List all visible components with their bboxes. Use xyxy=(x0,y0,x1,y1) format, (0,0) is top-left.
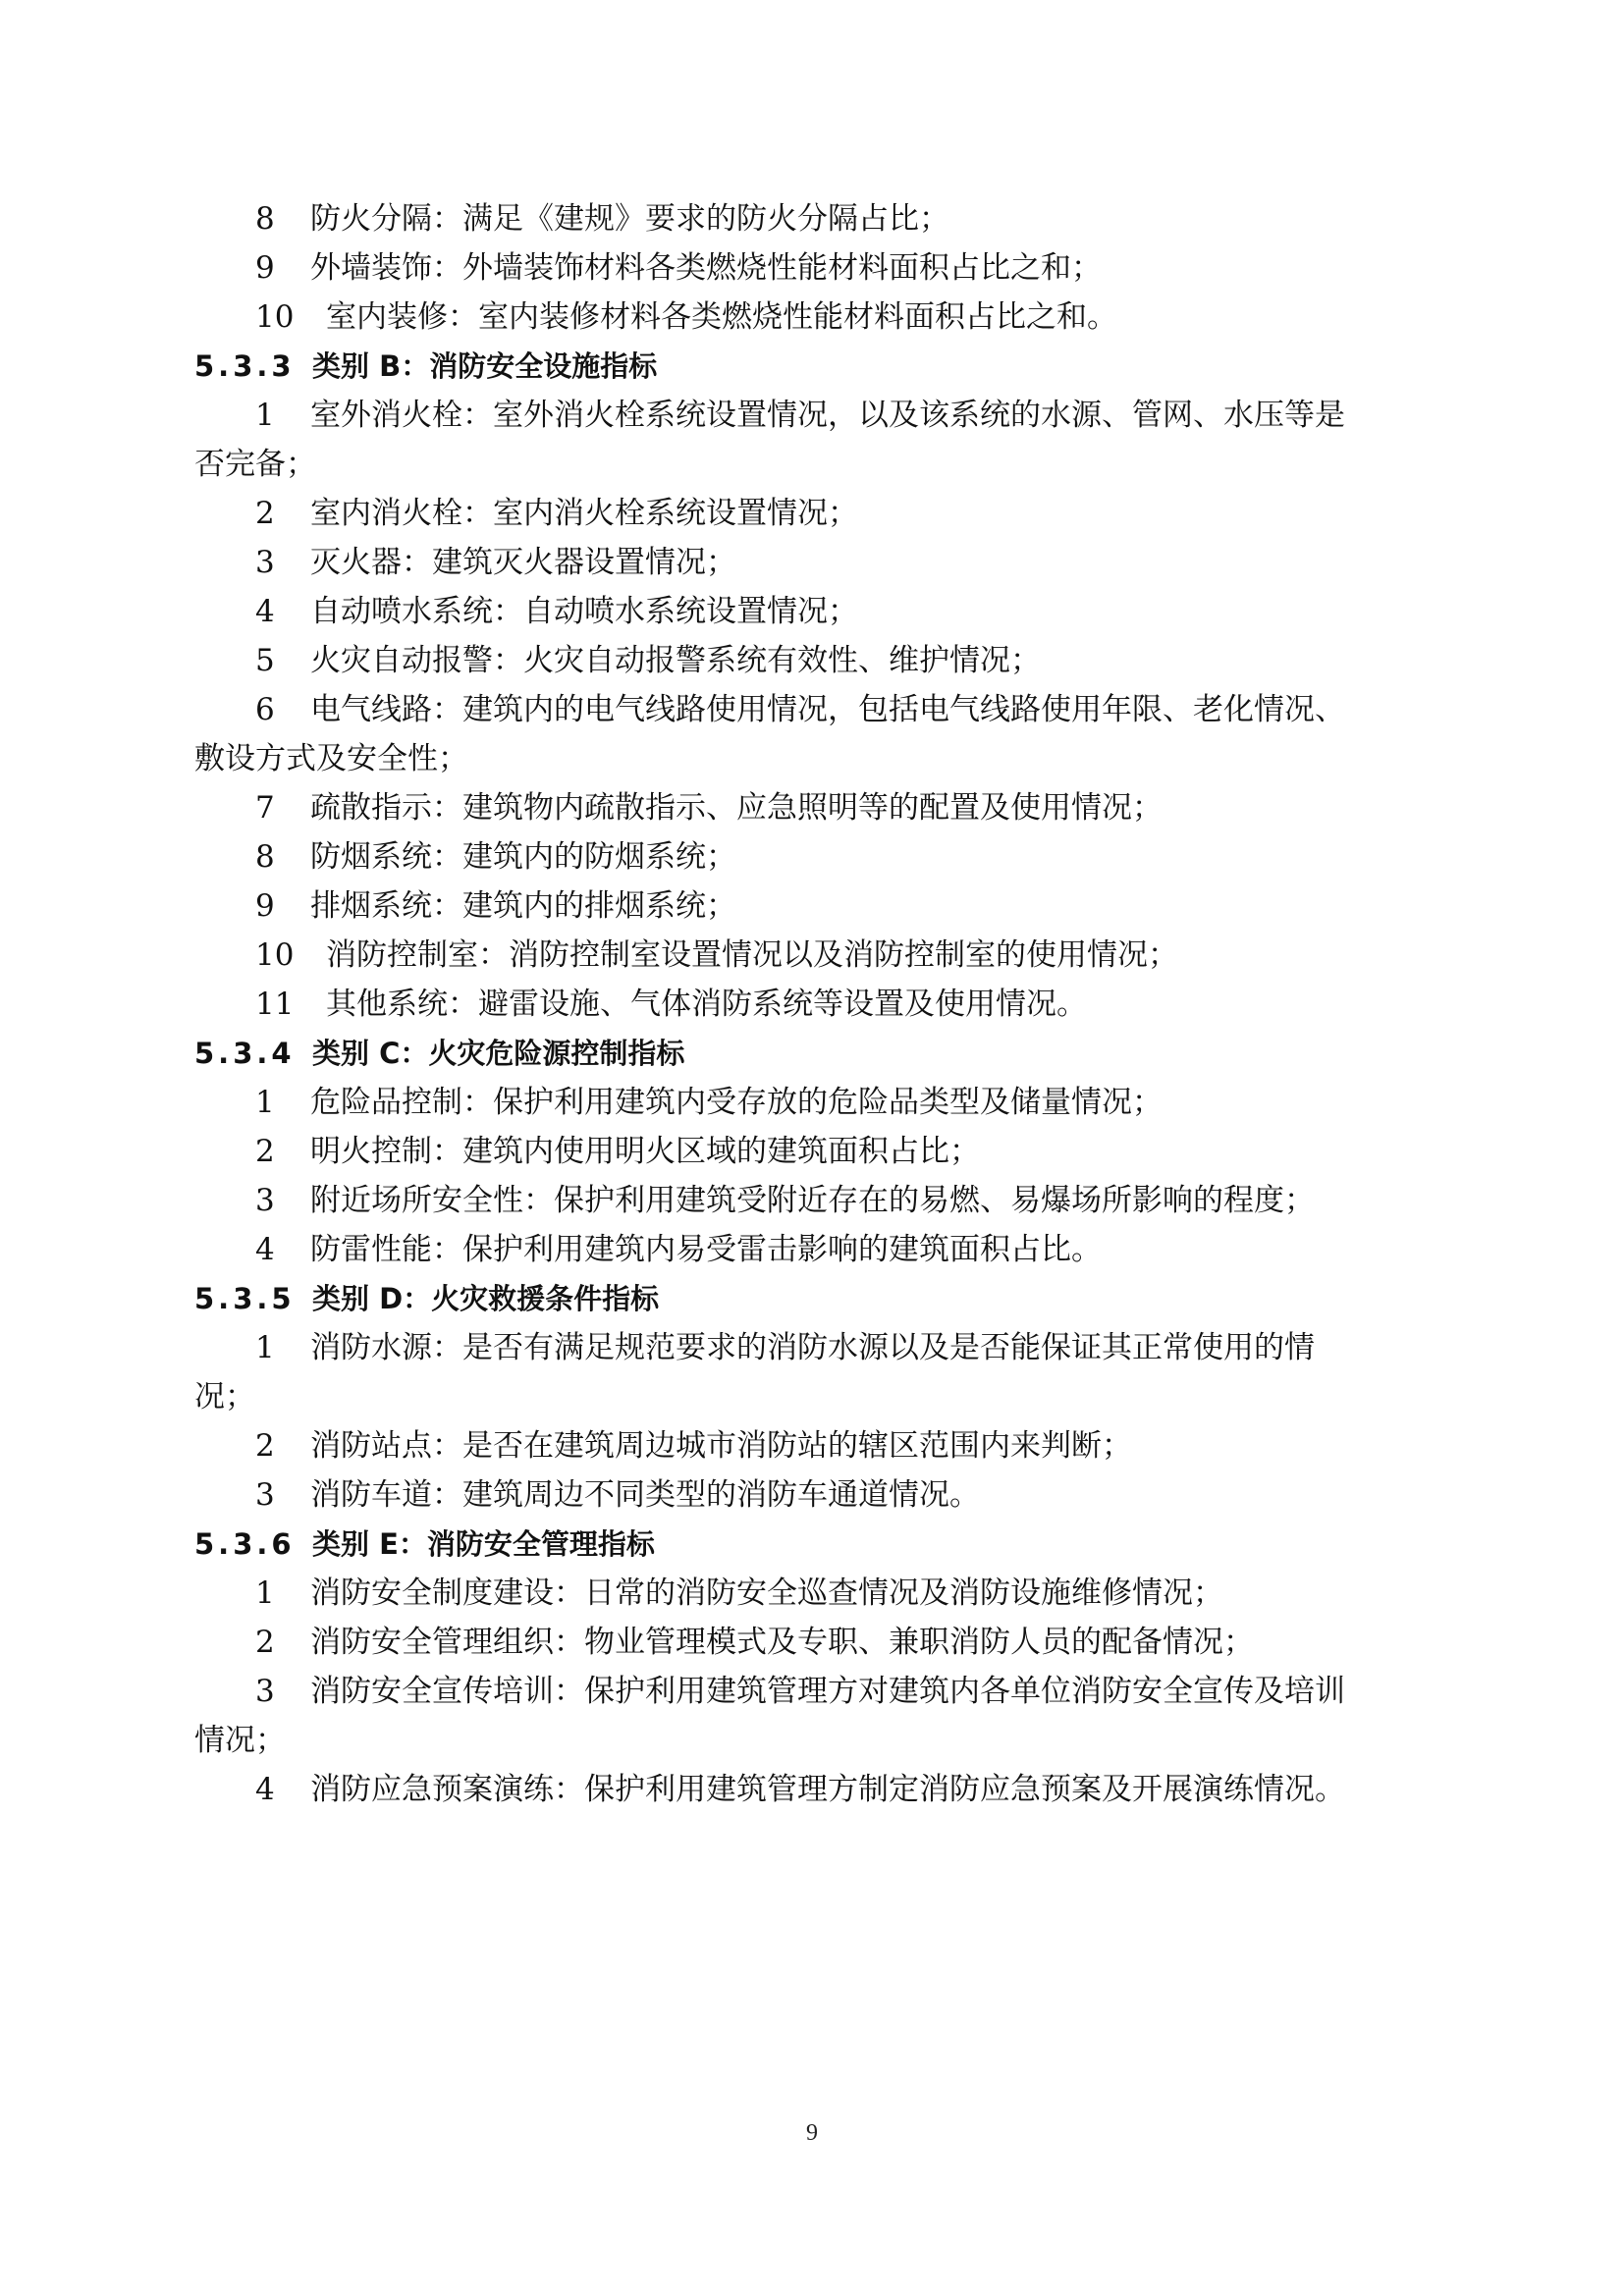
document-body xyxy=(194,194,1441,1814)
list-item xyxy=(194,1470,1441,1520)
item-text: 防雷性能：保护利用建筑内易受雷击影响的建筑面积占比。 xyxy=(310,1232,1102,1267)
list-item xyxy=(194,1667,1441,1716)
item-number: 10 xyxy=(255,937,295,973)
list-item xyxy=(194,1225,1441,1274)
list-item xyxy=(194,1765,1441,1814)
section-title: 类别 E：消防安全管理指标 xyxy=(312,1527,655,1561)
item-continuation: 否完备； xyxy=(194,447,316,482)
item-number: 1 xyxy=(255,1330,275,1365)
item-number: 10 xyxy=(255,299,295,335)
item-number: 1 xyxy=(255,1085,275,1120)
item-number: 4 xyxy=(255,594,275,629)
list-item xyxy=(194,1421,1441,1470)
item-continuation: 况； xyxy=(194,1379,255,1415)
section-title: 类别 B：消防安全设施指标 xyxy=(312,349,658,383)
list-item xyxy=(194,636,1441,685)
list-item xyxy=(194,783,1441,832)
item-text: 灭火器：建筑灭火器设置情况； xyxy=(310,545,736,580)
item-number: 3 xyxy=(255,1183,275,1218)
item-number: 9 xyxy=(255,888,275,924)
section-number: 5.3.3 xyxy=(194,349,296,383)
item-text: 消防水源：是否有满足规范要求的消防水源以及是否能保证其正常使用的情 xyxy=(310,1330,1315,1365)
list-item xyxy=(194,587,1441,636)
item-number: 4 xyxy=(255,1232,275,1267)
item-text: 防烟系统：建筑内的防烟系统； xyxy=(310,839,736,875)
item-continuation: 情况； xyxy=(194,1723,286,1758)
list-item xyxy=(194,931,1441,980)
list-item xyxy=(194,1127,1441,1176)
list-item xyxy=(194,881,1441,931)
section-heading xyxy=(194,342,1441,391)
section-heading xyxy=(194,1029,1441,1078)
item-text: 自动喷水系统：自动喷水系统设置情况； xyxy=(310,594,858,629)
item-text: 明火控制：建筑内使用明火区域的建筑面积占比； xyxy=(310,1134,980,1169)
item-number: 2 xyxy=(255,1134,275,1169)
item-number: 8 xyxy=(255,201,275,237)
item-text: 疏散指示：建筑物内疏散指示、应急照明等的配置及使用情况； xyxy=(310,790,1163,826)
list-item xyxy=(194,1323,1441,1372)
section-heading xyxy=(194,1274,1441,1323)
item-text: 危险品控制：保护利用建筑内受存放的危险品类型及储量情况； xyxy=(310,1085,1163,1120)
item-text: 电气线路：建筑内的电气线路使用情况，包括电气线路使用年限、老化情况、 xyxy=(310,692,1345,727)
item-number: 8 xyxy=(255,839,275,875)
item-number: 3 xyxy=(255,1674,275,1709)
item-number: 3 xyxy=(255,545,275,580)
item-continuation: 敷设方式及安全性； xyxy=(194,741,468,776)
item-number: 2 xyxy=(255,496,275,531)
section-title: 类别 D：火灾救援条件指标 xyxy=(312,1282,660,1315)
item-text: 消防安全管理组织：物业管理模式及专职、兼职消防人员的配备情况； xyxy=(310,1625,1254,1660)
item-number: 4 xyxy=(255,1772,275,1807)
list-item xyxy=(194,194,1441,243)
item-number: 2 xyxy=(255,1625,275,1660)
item-number: 3 xyxy=(255,1477,275,1513)
list-item xyxy=(194,1618,1441,1667)
section-heading xyxy=(194,1520,1441,1569)
section-number: 5.3.4 xyxy=(194,1037,296,1070)
item-text: 消防安全制度建设：日常的消防安全巡查情况及消防设施维修情况； xyxy=(310,1575,1223,1611)
list-item xyxy=(194,832,1441,881)
list-item xyxy=(194,1078,1441,1127)
page-number: 9 xyxy=(806,2120,818,2146)
item-text: 消防安全宣传培训：保护利用建筑管理方对建筑内各单位消防安全宣传及培训 xyxy=(310,1674,1345,1709)
item-text: 消防车道：建筑周边不同类型的消防车通道情况。 xyxy=(310,1477,980,1513)
section-number: 5.3.5 xyxy=(194,1282,296,1315)
section-title: 类别 C：火灾危险源控制指标 xyxy=(312,1037,685,1070)
list-item xyxy=(194,391,1441,440)
item-text: 室外消火栓：室外消火栓系统设置情况，以及该系统的水源、管网、水压等是 xyxy=(310,398,1345,433)
item-text: 消防应急预案演练：保护利用建筑管理方制定消防应急预案及开展演练情况。 xyxy=(310,1772,1345,1807)
item-text: 防火分隔：满足《建规》要求的防火分隔占比； xyxy=(310,201,949,237)
item-number: 1 xyxy=(255,1575,275,1611)
item-number: 11 xyxy=(255,987,295,1022)
item-text: 消防控制室：消防控制室设置情况以及消防控制室的使用情况； xyxy=(326,937,1178,973)
item-text: 排烟系统：建筑内的排烟系统； xyxy=(310,888,736,924)
item-number: 1 xyxy=(255,398,275,433)
item-number: 5 xyxy=(255,643,275,678)
item-text: 附近场所安全性：保护利用建筑受附近存在的易燃、易爆场所影响的程度； xyxy=(310,1183,1315,1218)
list-item xyxy=(194,1569,1441,1618)
item-text: 其他系统：避雷设施、气体消防系统等设置及使用情况。 xyxy=(326,987,1087,1022)
item-number: 9 xyxy=(255,250,275,286)
item-text: 外墙装饰：外墙装饰材料各类燃烧性能材料面积占比之和； xyxy=(310,250,1102,286)
list-item xyxy=(194,685,1441,734)
list-item xyxy=(194,538,1441,587)
item-number: 7 xyxy=(255,790,275,826)
item-text: 火灾自动报警：火灾自动报警系统有效性、维护情况； xyxy=(310,643,1041,678)
item-text: 室内消火栓：室内消火栓系统设置情况； xyxy=(310,496,858,531)
list-item xyxy=(194,243,1441,293)
item-number: 6 xyxy=(255,692,275,727)
list-item xyxy=(194,489,1441,538)
list-item xyxy=(194,980,1441,1029)
list-item xyxy=(194,1176,1441,1225)
section-number: 5.3.6 xyxy=(194,1527,296,1561)
list-item xyxy=(194,293,1441,342)
item-text: 消防站点：是否在建筑周边城市消防站的辖区范围内来判断； xyxy=(310,1428,1132,1464)
item-number: 2 xyxy=(255,1428,275,1464)
item-text: 室内装修：室内装修材料各类燃烧性能材料面积占比之和。 xyxy=(326,299,1117,335)
